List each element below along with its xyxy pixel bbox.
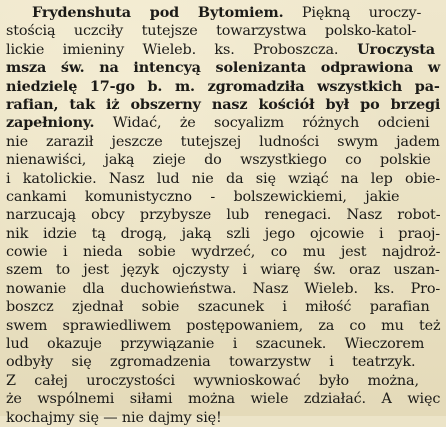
text-line xyxy=(6,243,440,261)
text-run: cankami komunistyczno - bolszewickiemi, jakie xyxy=(6,188,400,205)
text-run: stością uczciły tutejsze towarzystwa polsko-katol- xyxy=(6,23,417,40)
text-run-bold: msza św. na intencyą solenizanta odprawiona w xyxy=(6,59,441,77)
text-run: że wspólnemi siłami można wiele zdziałać. xyxy=(6,391,366,408)
text-run: odbyły się zgromadzenia towarzystw i teatrzyk. xyxy=(6,354,416,371)
text-run: szem to jest język ojczysty i wiarę św. oraz uszan- xyxy=(6,262,440,279)
text-line xyxy=(6,4,440,22)
text-run: Widać, że socyalizm różnych odcieni xyxy=(94,115,430,132)
text-run: Nasz robot- xyxy=(331,207,441,224)
text-line xyxy=(6,280,440,298)
text-line xyxy=(6,41,440,59)
text-run: nik idzie tą drogą, jaką szli jego ojcowie i praoj- xyxy=(6,225,441,242)
text-run: Nasz Wieleb. ks. Pro- xyxy=(236,280,441,297)
text-run: i katolickie. xyxy=(6,170,97,187)
text-line xyxy=(6,225,440,243)
text-run: lud okazuje przywiązanie i szacunek. xyxy=(6,336,327,353)
text-run: kochajmy się — nie dajmy się! xyxy=(6,409,222,426)
text-run: Nasz lud nie da się wziąć na lep obie- xyxy=(96,170,441,187)
text-line xyxy=(6,96,440,114)
text-line xyxy=(6,170,440,188)
text-run: swem sprawiedliwem postępowaniem, za co mu też xyxy=(6,317,441,334)
text-run: Wieczorem xyxy=(326,336,425,353)
text-run: cowie i nieda sobie wydrzeć, co mu jest najdroż- xyxy=(6,244,441,261)
text-run: A więc xyxy=(365,391,441,408)
text-run-bold: rafian, tak iż obszerny nasz kościół był po brzegi xyxy=(6,95,441,113)
text-run: nie zaraził jeszcze tutejszej ludności swym jadem xyxy=(6,133,440,150)
headline-place: Frydenshuta pod Bytomiem. xyxy=(32,4,284,21)
text-line xyxy=(6,261,440,279)
text-run: nowanie dla duchowieństwa. xyxy=(6,280,237,297)
article-column xyxy=(6,4,440,427)
text-line xyxy=(6,372,440,390)
text-line xyxy=(6,133,440,151)
text-line xyxy=(6,188,440,206)
text-run: Z całej uroczystości wywnioskować było można, xyxy=(6,372,419,389)
text-line xyxy=(6,335,440,353)
text-run: Piękną uroczy- xyxy=(283,5,422,21)
text-run: narzucają obcy przybysze lub renegaci. xyxy=(6,207,332,224)
text-run-bold: niedzielę 17-go b. m. zgromadziła wszystkich pa- xyxy=(6,77,440,95)
text-run-bold: Uroczysta xyxy=(338,40,435,58)
text-run: lickie imieniny Wieleb. ks. Proboszcza. xyxy=(6,41,339,58)
text-run: boszcz zjednał sobie szacunek i miłość parafian xyxy=(6,299,430,316)
text-line xyxy=(6,390,440,408)
text-line xyxy=(6,298,440,316)
text-run: nienawiści, jaką zieje do wszystkiego co polskie xyxy=(6,152,431,169)
text-line xyxy=(6,317,440,335)
text-line xyxy=(6,22,440,40)
text-line xyxy=(6,353,440,371)
text-run-bold: zapełniony. xyxy=(6,114,95,132)
text-line xyxy=(6,59,440,77)
text-line xyxy=(6,151,440,169)
text-line xyxy=(6,78,440,96)
text-line-last xyxy=(6,409,440,427)
text-line xyxy=(6,114,440,132)
text-line xyxy=(6,206,440,224)
